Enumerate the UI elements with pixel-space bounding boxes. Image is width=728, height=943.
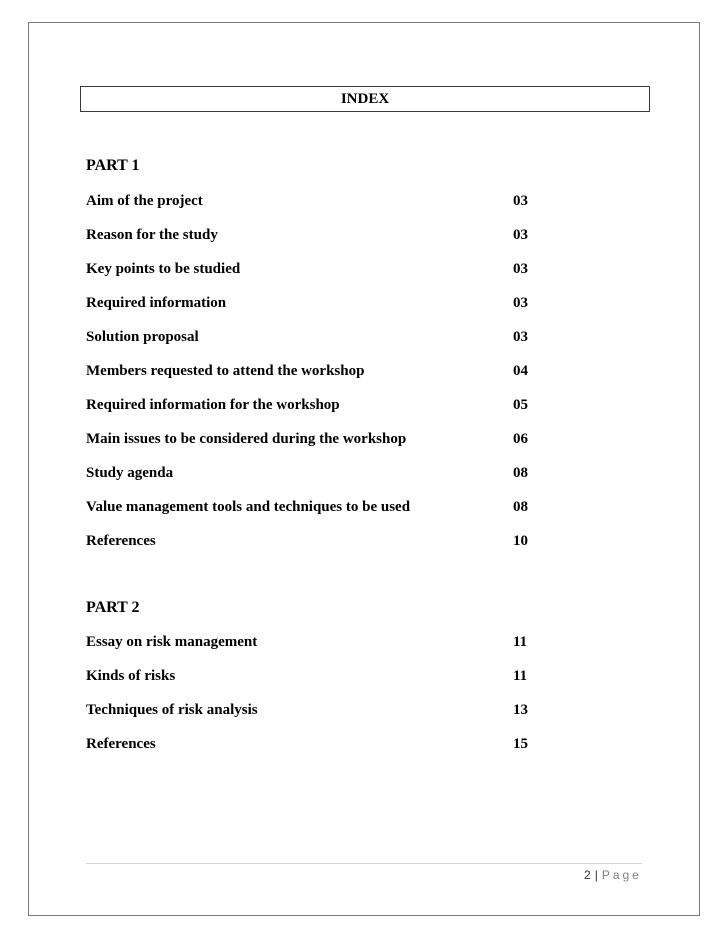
toc-entry[interactable]	[86, 191, 546, 211]
toc-entry-title: Members requested to attend the workshop	[86, 363, 365, 379]
toc-entry[interactable]	[86, 531, 546, 551]
toc-entry-title: Study agenda	[86, 465, 174, 481]
toc-entry[interactable]	[86, 632, 546, 652]
toc-entry-title: Reason for the study	[86, 227, 218, 243]
toc-entry[interactable]	[86, 734, 546, 754]
toc-entry-title: Main issues to be considered during the workshop	[86, 431, 407, 447]
page-word: Page	[601, 868, 642, 882]
toc-entry-page: 03	[513, 193, 528, 209]
toc-entry-title: References	[86, 533, 156, 549]
toc-entry-page: 04	[513, 363, 528, 379]
toc-entry-page: 06	[513, 431, 528, 447]
toc-entry-title: Required information for the workshop	[86, 397, 340, 413]
part-1-heading: PART 1	[86, 157, 140, 174]
toc-entry-page: 11	[513, 634, 528, 650]
toc-entry-page: 03	[513, 329, 528, 345]
toc-entry-page: 08	[513, 499, 528, 515]
toc-entry[interactable]	[86, 225, 546, 245]
toc-entry[interactable]	[86, 666, 546, 686]
toc-entry-title: Required information	[86, 295, 227, 311]
toc-entry[interactable]	[86, 327, 546, 347]
toc-entry-page: 03	[513, 295, 528, 311]
toc-entry-page: 08	[513, 465, 528, 481]
toc-entry-title: Essay on risk management	[86, 634, 258, 650]
toc-entry-page: 03	[513, 227, 528, 243]
toc-entry[interactable]	[86, 429, 546, 449]
toc-entry-page: 10	[513, 533, 528, 549]
toc-entry-page: 05	[513, 397, 528, 413]
toc-entry[interactable]	[86, 259, 546, 279]
toc-entry[interactable]	[86, 293, 546, 313]
toc-entry-page: 11	[513, 668, 528, 684]
toc-entry[interactable]	[86, 463, 546, 483]
toc-entry[interactable]	[86, 497, 546, 517]
toc-entry[interactable]	[86, 395, 546, 415]
toc-entry-page: 13	[513, 702, 528, 718]
index-title: INDEX	[80, 86, 650, 112]
toc-entry[interactable]	[86, 361, 546, 381]
toc-entry-title: References	[86, 736, 156, 752]
toc-entry-page: 15	[513, 736, 528, 752]
toc-entry-page: 03	[513, 261, 528, 277]
toc-entry[interactable]	[86, 700, 546, 720]
toc-entry-title: Techniques of risk analysis	[86, 702, 258, 718]
page-footer	[584, 868, 642, 882]
page-number: 2	[584, 868, 591, 882]
toc-entry-title: Aim of the project	[86, 193, 203, 209]
toc-entry-title: Value management tools and techniques to be used	[86, 499, 411, 515]
footer-divider	[86, 863, 642, 864]
toc-entry-title: Kinds of risks	[86, 668, 176, 684]
footer-separator: |	[594, 868, 598, 882]
part-2-heading: PART 2	[86, 599, 140, 616]
toc-entry-title: Solution proposal	[86, 329, 199, 345]
toc-entry-title: Key points to be studied	[86, 261, 241, 277]
